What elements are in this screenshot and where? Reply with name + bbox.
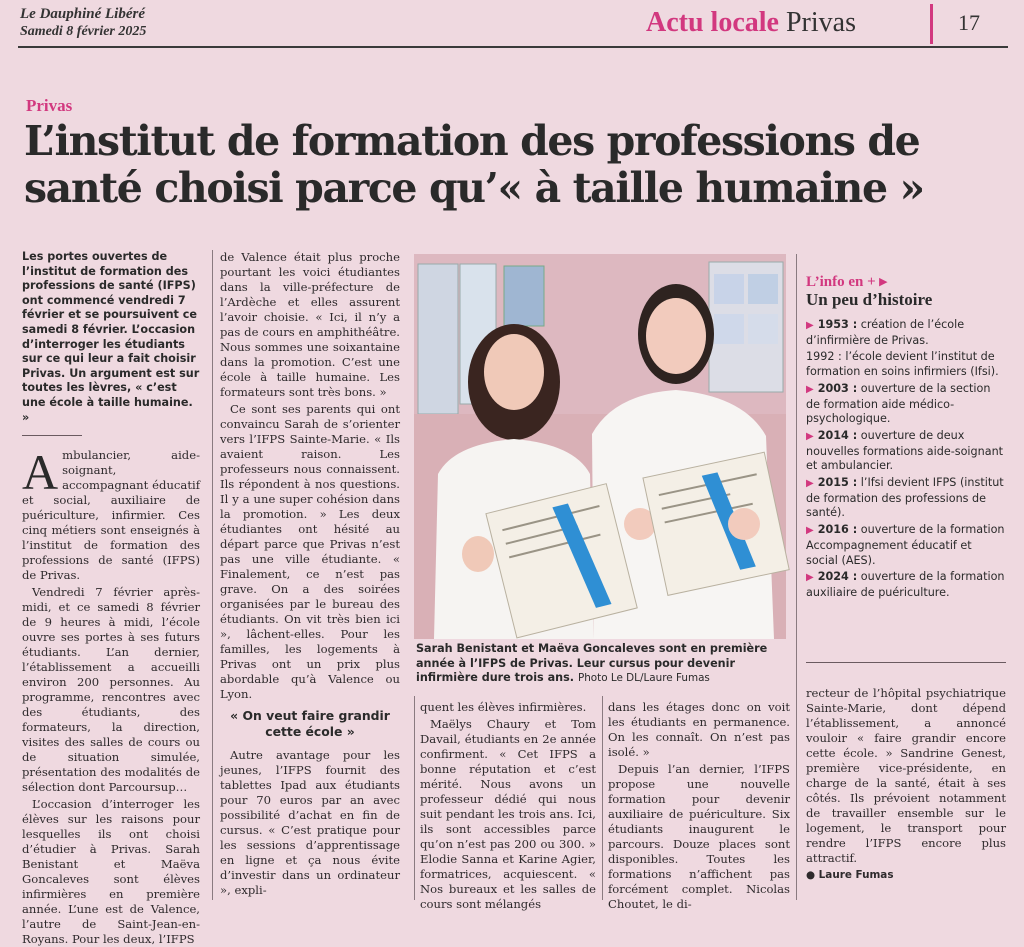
timeline-year: 2024 :: [817, 570, 858, 584]
history-timeline: [806, 318, 1006, 603]
article-paragraph: Autre avantage pour les jeunes, l’IFPS fournit des tablettes Ipad aux étudiants pour 70 euros par an avec possibilité d’achat en fin de cursus. « C’est pratique pour les sessions d’apprentissage en ligne et ça nous évite d’investir dans un ordinateur », expli-: [220, 748, 400, 897]
article-author: ● Laure Fumas: [806, 869, 894, 881]
article-paragraph: Maëlys Chaury et Tom Davail, étudiants en 2e année confirment. « Cet IFPS a bonne réputation et c’est mérité. Nous avons un professeur dédié qui nous suit pendant les trois ans. Ici, ils sont accessibles parce qu’on n’est pas 200 ou 300. » Elodie Sanna et Karine Agier, formatrices, acquiescent. « Nos bureaux et les salles de cours sont mélangés: [420, 717, 596, 911]
article-kicker: Privas: [26, 96, 73, 115]
page-number: 17: [958, 10, 980, 35]
header-accent-bar: [930, 4, 933, 44]
timeline-year: 2003 :: [817, 381, 858, 395]
arrow-icon: ▶: [806, 383, 814, 395]
timeline-year: 1992 :: [806, 350, 842, 364]
timeline-item: [806, 476, 1006, 521]
arrow-icon: ▶: [806, 430, 814, 442]
column-2: [220, 250, 400, 902]
article-paragraph: dans les étages donc on voit les étudiants en permanence. On les connaît. On n’est pas isolé. »: [608, 700, 790, 759]
column-1: [22, 250, 200, 947]
column-separator: [212, 250, 213, 900]
arrow-icon: ▶: [806, 572, 814, 584]
column-separator: [602, 696, 603, 900]
publication-date: Samedi 8 février 2025: [20, 24, 147, 39]
timeline-year: 1953 :: [817, 318, 858, 331]
column-separator: [414, 696, 415, 900]
headline-line-1: L’institut de formation des professions de: [24, 117, 920, 165]
article-paragraph: Vendredi 7 février après-midi, et ce samedi 8 février de 9 heures à midi, l’école ouvre ses portes à ses futurs étudiants. L’an dernier, l’établissement a accueilli environ 200 personnes. Au programme, rencontres avec des étudiants, des formateurs, la direction, visites des salles de cours ou de situation simulée, présentation des modalités de sélection dont Parcoursup…: [22, 585, 200, 795]
section-label: Actu locale: [646, 7, 779, 38]
section-header: [646, 6, 856, 40]
drop-cap: A: [22, 444, 59, 501]
article-paragraph: L’occasion d’interroger les élèves sur les raisons pour lesquelles ils ont choisi d’étudier à Privas. Sarah Benistant et Maëva Goncaleves sont élèves infirmières en première année. L’une est de Valence, l’autre de Saint-Jean-en-Royans. Pour les deux, l’IFPS: [22, 797, 200, 947]
paragraph-text: mbulancier, aide-soignant, accompagnant éducatif et social, auxiliaire de puériculture, infirmier. Ces cinq métiers sont enseignés à l’institut de formation des professions de santé (IFPS) de Privas.: [22, 448, 200, 583]
timeline-year: 2015 :: [817, 476, 858, 490]
chapo-rule: [22, 435, 82, 436]
timeline-item: [806, 318, 1006, 348]
sidebar-rule: [806, 662, 1006, 663]
photo-caption: [416, 642, 786, 686]
timeline-item: [806, 382, 1006, 427]
article-paragraph: [22, 444, 200, 583]
timeline-text: l’Ifsi devient IFPS (institut de formation des professions de santé).: [806, 476, 1004, 520]
timeline-item: [806, 570, 1006, 600]
timeline-item: [806, 350, 1006, 379]
article-chapo: Les portes ouvertes de l’institut de formation des professions de santé (IFPS) ont commencé vendredi 7 février et se poursuivent ce samedi 8 février. L’occasion d’interroger les étudiants sur ce qui leur a fait choisir Privas. Un argument est sur toutes les lèvres, « c’est une école à taille humaine. »: [22, 250, 200, 424]
timeline-item: [806, 523, 1006, 568]
photo-caption-text: Sarah Benistant et Maëva Goncaleves sont en première année à l’IFPS de Privas. Leur cursus pour devenir infirmière dure trois ans.: [416, 642, 768, 685]
timeline-text: ouverture de la formation Accompagnement éducatif et social (AES).: [806, 523, 1005, 567]
article-headline: [24, 118, 1014, 212]
timeline-text: l’école devient l’institut de formation en soins infirmiers (Ifsi).: [806, 350, 999, 379]
photo-credit: Photo Le DL/Laure Fumas: [577, 672, 710, 685]
header-rule: [18, 46, 1008, 48]
arrow-icon: ▶: [806, 320, 814, 331]
arrow-icon: ▶: [806, 478, 814, 490]
column-5: [806, 686, 1006, 902]
timeline-year: 2014 :: [817, 428, 858, 442]
article-paragraph: Ce sont ses parents qui ont convaincu Sarah de s’orienter vers l’IFPS Sainte-Marie. « Ils avaient raison. Les professeurs nous connaissent. Ils répondent à nos questions. Il y a une super cohésion dans la promotion. » Les deux étudiantes ont hésité au départ parce que Privas n’est pas une ville étudiante. « Finalement, ce n’est pas grave. On a des soirées organisées par le bureau des étudiants. On vit très bien ici », lâchent-elles. Pour les familles, les logements à Privas ont un prix plus abordable qu’à Valence ou Lyon.: [220, 402, 400, 701]
column-4: [608, 700, 790, 911]
timeline-text: création de l’école d’infirmière de Privas.: [806, 318, 965, 347]
timeline-text: ouverture de la formation auxiliaire de puériculture.: [806, 570, 1005, 599]
column-separator: [796, 254, 797, 900]
arrow-icon: ▶: [806, 525, 814, 537]
publication-name: Le Dauphiné Libéré: [20, 6, 145, 22]
timeline-year: 2016 :: [817, 523, 858, 537]
column-3: [420, 700, 596, 911]
article-paragraph: recteur de l’hôpital psychiatrique Sainte-Marie, dont dépend l’établissement, a annoncé vouloir « faire grandir encore cette école. » Sandrine Genest, première vice-présidente, en charge de la santé, était à ses côtés. Ils prévoient notamment de travailler ensemble sur le logement, le transport pour rendre l’IFPS encore plus attractif.: [806, 686, 1006, 865]
article-photo: [414, 254, 786, 639]
article-paragraph: Depuis l’an dernier, l’IFPS propose une nouvelle formation pour devenir auxiliaire de puériculture. Six étudiants inaugurent le parcours. Douze places sont disponibles. Toutes les formations n’affichent pas forcément complet. Nicolas Choutet, le di-: [608, 762, 790, 911]
sidebar-kicker: L’info en + ▸: [806, 274, 887, 290]
sidebar-title: Un peu d’histoire: [806, 290, 933, 309]
timeline-text: ouverture de deux nouvelles formations aide-soignant et ambulancier.: [806, 428, 1004, 473]
article-paragraph: quent les élèves infirmières.: [420, 700, 587, 714]
headline-line-2: santé choisi parce qu’« à taille humaine »: [24, 164, 924, 212]
photo-illustration: [414, 254, 786, 639]
timeline-item: [806, 429, 1006, 474]
section-city: Privas: [785, 7, 856, 38]
article-subheading: « On veut faire grandir cette école »: [230, 708, 390, 739]
timeline-text: ouverture de la section de formation aide médico-psychologique.: [806, 381, 991, 426]
article-paragraph: de Valence était plus proche pourtant les voici étudiantes dans la ville-préfecture de l’Ardèche et elles assurent l’avoir choisie. « Ici, il n’y a pas de cours en amphithéâtre. Nous sommes une soixantaine dans la promotion. C’est une école à taille humaine. Les formateurs sont très bons. »: [220, 250, 400, 399]
